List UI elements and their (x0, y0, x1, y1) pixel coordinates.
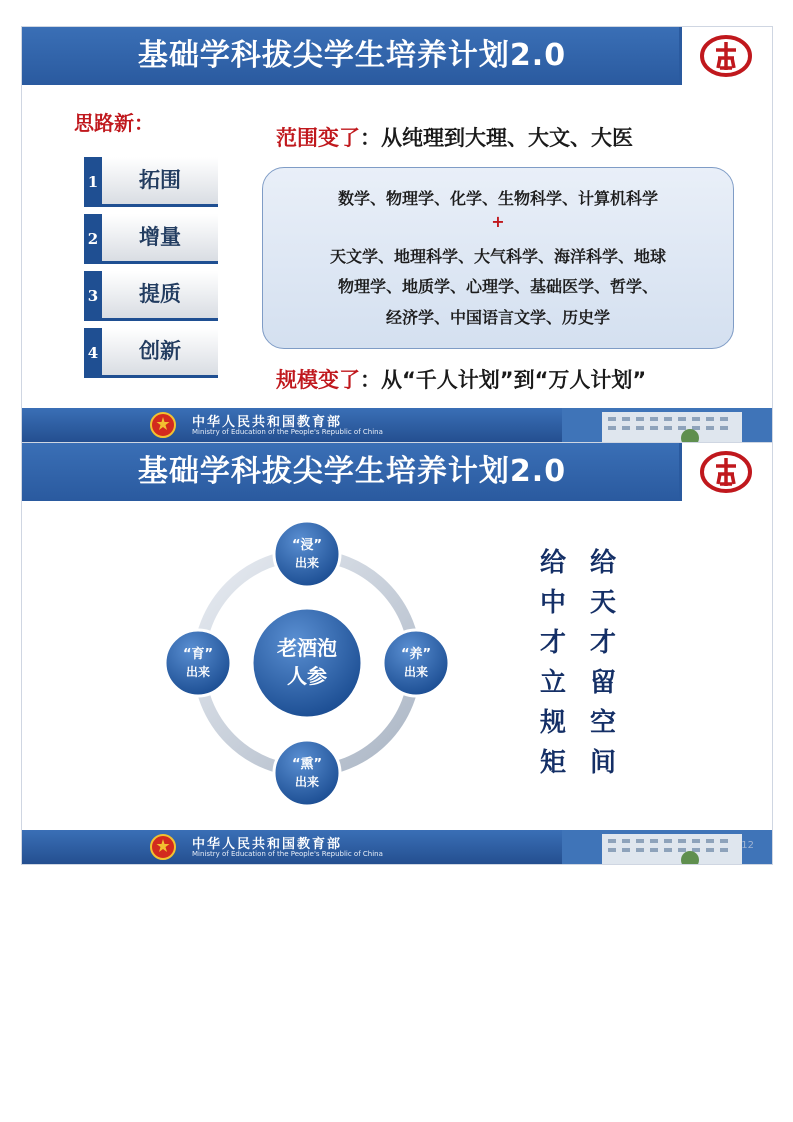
node-bottom-sub: 出来 (294, 775, 320, 789)
step-label: 创新 (102, 328, 218, 378)
step-item (84, 214, 218, 264)
scale-highlight: 规模变了 (276, 368, 360, 392)
verse-char: 给 (589, 548, 616, 578)
node-left-quote: “育” (182, 647, 214, 662)
page-number: 12 (741, 840, 754, 851)
scale-statement (276, 364, 646, 394)
ministry-name-english: Ministry of Education of the People's Republic of China (192, 428, 383, 436)
step-label: 拓围 (102, 157, 218, 207)
scope-highlight: 范围变了 (276, 126, 360, 150)
title-bar (22, 27, 772, 85)
verse-char: 留 (589, 668, 616, 698)
verse-char: 矩 (539, 748, 566, 778)
verse-char: 给 (539, 548, 566, 578)
node-top (274, 521, 340, 587)
node-top-quote: “浸” (291, 538, 323, 553)
node-top-sub: 出来 (294, 556, 320, 570)
slide-title: 基础学科拔尖学生培养计划2.0 (137, 38, 567, 73)
slide-title: 基础学科拔尖学生培养计划2.0 (137, 454, 567, 489)
verse-char: 空 (589, 708, 616, 738)
verse-char: 立 (539, 668, 566, 698)
subject-line: 天文学、地理科学、大气科学、海洋科学、地球 (329, 247, 666, 266)
building-image (562, 408, 772, 442)
ideas-title: 思路新： (74, 111, 154, 135)
verse-char: 才 (589, 628, 616, 658)
cycle-diagram (22, 443, 772, 864)
step-number: 1 (84, 157, 102, 207)
verse-char: 天 (589, 588, 616, 618)
ministry-name: 中华人民共和国教育部 (192, 837, 343, 852)
subject-list-box (262, 167, 734, 349)
footer-bar (22, 830, 772, 864)
slide-2 (22, 443, 772, 864)
ministry-name-english: Ministry of Education of the People's Republic of China (192, 850, 383, 858)
center-node (252, 608, 362, 718)
node-bottom-quote: “熏” (291, 757, 323, 772)
node-left-sub: 出来 (185, 665, 211, 679)
university-logo (679, 27, 772, 85)
node-left (165, 630, 231, 696)
verse-char: 中 (539, 588, 566, 618)
plus-sign: + (491, 212, 505, 231)
center-label-line1: 老酒泡 (277, 636, 337, 660)
scope-text: ：从纯理到大理、大文、大医 (360, 126, 633, 150)
node-right-sub: 出来 (403, 665, 429, 679)
scale-text: ：从“千人计划”到“万人计划” (360, 368, 647, 392)
center-label-line2: 人参 (287, 664, 327, 688)
node-right-quote: “养” (400, 647, 432, 662)
footer-bar (22, 408, 772, 442)
subject-line: 数学、物理学、化学、生物科学、计算机科学 (337, 189, 658, 208)
ministry-name: 中华人民共和国教育部 (192, 415, 343, 430)
verse-column-left (535, 543, 571, 783)
verse-char: 间 (589, 748, 616, 778)
step-number: 3 (84, 271, 102, 321)
step-number: 2 (84, 214, 102, 264)
verse-column-right (585, 543, 621, 783)
verse-char: 规 (539, 708, 566, 738)
national-emblem-icon (150, 412, 176, 438)
node-right (383, 630, 449, 696)
national-emblem-icon (150, 834, 176, 860)
slide-1 (22, 27, 772, 442)
subject-line: 经济学、中国语言文学、历史学 (385, 308, 610, 327)
step-label: 增量 (102, 214, 218, 264)
step-item (84, 157, 218, 207)
step-item (84, 328, 218, 378)
step-item (84, 271, 218, 321)
verse-char: 才 (539, 628, 566, 658)
subject-line: 物理学、地质学、心理学、基础医学、哲学、 (337, 277, 658, 296)
node-bottom (274, 740, 340, 806)
step-label: 提质 (102, 271, 218, 321)
step-number: 4 (84, 328, 102, 378)
scope-statement (276, 122, 633, 152)
